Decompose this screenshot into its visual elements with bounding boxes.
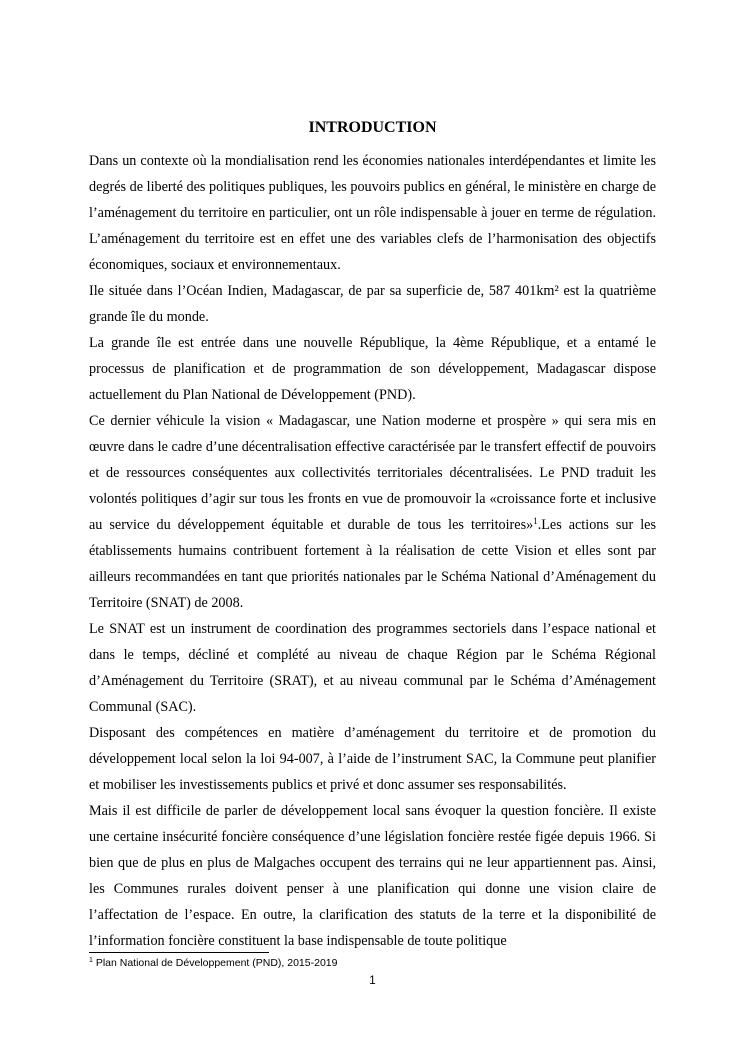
paragraph-2: Ile située dans l’Océan Indien, Madagascar, de par sa superficie de, 587 401km² est la quatrième grande île du monde. xyxy=(89,283,656,325)
paragraph-4-text-before: Ce dernier véhicule la vision « Madagascar, une Nation moderne et prospère » qui sera mis en œuvre dans le cadre d’une décentralisation effective caractérisée par le transfert effectif de pouvoirs et de ressources conséquentes aux collectivités territoriales décentralisées. Le PND traduit les volontés politiques d’agir sur tous les fronts en vue de promouvoir la «croissance forte et inclusive au service du développement équitable et durable de tous les territoires» xyxy=(89,413,656,533)
document-body xyxy=(89,148,656,954)
footnote xyxy=(89,957,656,969)
footnote-separator xyxy=(89,952,269,953)
paragraph-7: Mais il est difficile de parler de développement local sans évoquer la question foncière. Il existe une certaine insécurité foncière conséquence d’une législation foncière restée figée depuis 1966. Si bien que de plus en plus de Malgaches occupent des terrains qui ne leur appartiennent pas. Ainsi, les Communes rurales doivent penser à une planification qui donne une vision claire de l’affectation de l’espace. En outre, la clarification des statuts de la terre et la disponibilité de l’information foncière constituent la base indispensable de toute politique xyxy=(89,803,656,949)
paragraph-4 xyxy=(89,408,656,616)
paragraph-6: Disposant des compétences en matière d’aménagement du territoire et de promotion du développement local selon la loi 94-007, à l’aide de l’instrument SAC, la Commune peut planifier et mobiliser les investissements publics et privé et donc assumer ses responsabilités. xyxy=(89,725,656,793)
paragraph-5: Le SNAT est un instrument de coordination des programmes sectoriels dans l’espace national et dans le temps, décliné et complété au niveau de chaque Région par le Schéma Régional d’Aménagement du Territoire (SRAT), et au niveau communal par le Schéma d’Aménagement Communal (SAC). xyxy=(89,621,656,715)
footnote-text: Plan National de Développement (PND), 2015-2019 xyxy=(92,957,338,969)
paragraph-4-text-after: .Les actions sur les établissements humains contribuent fortement à la réalisation de cette Vision et elles sont par ailleurs recommandées en tant que priorités nationales par le Schéma National d’Aménagement du Territoire (SNAT) de 2008. xyxy=(89,517,656,611)
paragraph-1: Dans un contexte où la mondialisation rend les économies nationales interdépendantes et limite les degrés de liberté des politiques publiques, les pouvoirs publics en général, le ministère en charge de l’aménagement du territoire en particulier, ont un rôle indispensable à jouer en terme de régulation. L’aménagement du territoire est en effet une des variables clefs de l’harmonisation des objectifs économiques, sociaux et environnementaux. xyxy=(89,153,656,273)
footnote-reference[interactable]: 1 xyxy=(533,516,538,526)
footnote-number: 1 xyxy=(89,957,93,964)
paragraph-3: La grande île est entrée dans une nouvelle République, la 4ème République, et a entamé le processus de planification et de programmation de son développement, Madagascar dispose actuellement du Plan National de Développement (PND). xyxy=(89,335,656,403)
page-title: INTRODUCTION xyxy=(308,119,437,136)
page-number: 1 xyxy=(369,975,376,987)
